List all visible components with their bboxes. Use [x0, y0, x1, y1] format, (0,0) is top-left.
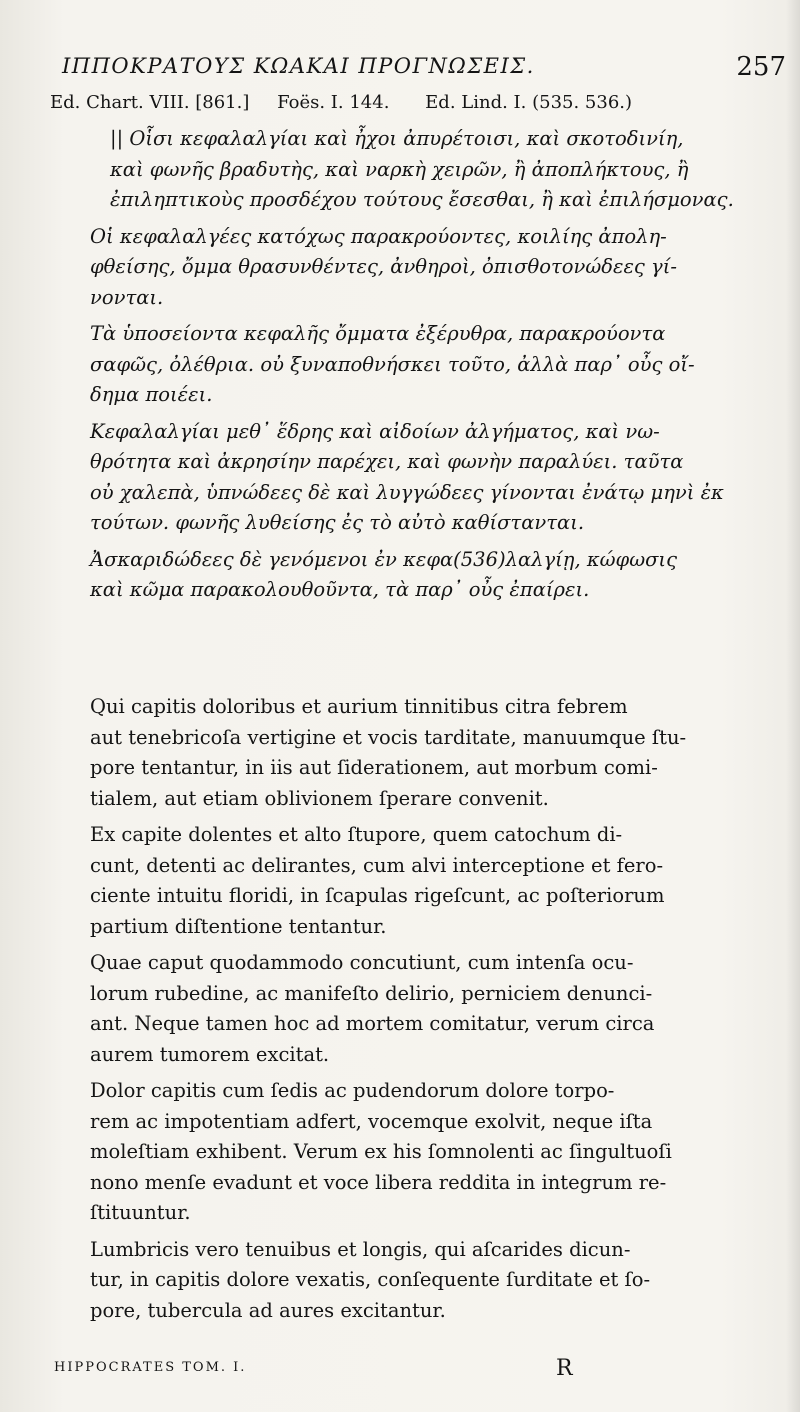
gathering-letter: R — [556, 1356, 573, 1381]
latin-line: Lumbricis vero tenuibus et longis, qui aſcarides dicun- — [90, 1237, 631, 1261]
running-head-title: ΙΠΠΟΚΡΑΤΟΥΣ ΚΩΑΚΑΙ ΠΡΟΓΝΩΣΕΙΣ. — [62, 54, 535, 78]
latin-line: tur, in capitis dolore vexatis, conſequente ſurditate et ſo- — [90, 1268, 651, 1291]
greek-paragraph — [50, 545, 740, 606]
latin-line: ſtituuntur. — [90, 1201, 191, 1224]
page-edge-shadow — [786, 0, 800, 1412]
ref-chartier: Ed. Chart. VIII. [861.] — [50, 92, 250, 113]
latin-line: moleſtiam exhibent. Verum ex his ſomnolenti ac ſingultuoſi — [90, 1140, 672, 1163]
ref-foes: Foës. I. 144. — [277, 92, 390, 113]
latin-line: cunt, detenti ac delirantes, cum alvi interceptione et fero- — [90, 853, 664, 877]
page-number: 257 — [736, 52, 786, 82]
latin-paragraph — [50, 692, 740, 814]
greek-line: ἐπιληπτικοὺς προσδέχου τούτους ἔσεσθαι, ἢ καὶ ἐπιλήσμονας. — [110, 188, 734, 211]
latin-line: ciente intuitu floridi, in ſcapulas rigeſcunt, ac poſteriorum — [90, 884, 665, 907]
greek-line: φθείσης, ὄμμα θρασυνθέντες, ἀνθηροὶ, ὀπισθοτονώδεες γί- — [90, 255, 677, 278]
latin-line: pore tentantur, in iis aut ſiderationem, aut morbum comi- — [90, 756, 658, 779]
greek-line: καὶ φωνῆς βραδυτὴς, καὶ ναρκὴ χειρῶν, ἢ ἀποπλήκτους, ἢ — [110, 157, 689, 181]
greek-line: Ἀσκαριδώδεες δὲ γενόμενοι ἐν κεφα(536)λαλγίῃ, κώφωσις — [90, 547, 677, 571]
greek-line: Τὰ ὑποσείοντα κεφαλῆς ὄμματα ἐξέρυθρα, παρακρούοντα — [90, 322, 666, 345]
greek-line: δημα ποιέει. — [90, 383, 213, 406]
greek-paragraph — [50, 417, 740, 539]
signature-mark: HIPPOCRATES TOM. I. — [54, 1360, 247, 1375]
ref-lind: Ed. Lind. I. (535. 536.) — [425, 92, 633, 113]
latin-line: pore, tubercula ad aures excitantur. — [90, 1298, 446, 1322]
latin-paragraph — [50, 948, 740, 1070]
latin-line: nono menſe evadunt et voce libera reddita in integrum re- — [90, 1170, 667, 1194]
latin-paragraph — [50, 1235, 740, 1327]
greek-line: Κεφαλαλγίαι μεθ᾽ ἕδρης καὶ αἰδοίων ἀλγήματος, καὶ νω- — [90, 419, 660, 443]
latin-line: lorum rubedine, ac manifeſto delirio, perniciem denunci- — [90, 981, 653, 1005]
latin-line: aut tenebricoſa vertigine et vocis tarditate, manuumque ſtu- — [90, 725, 687, 749]
latin-line: Qui capitis doloribus et aurium tinnitibus citra febrem — [90, 695, 628, 718]
greek-line: || Οἷσι κεφαλαλγίαι καὶ ἦχοι ἀπυρέτοισι, καὶ σκοτοδινίη, — [110, 127, 684, 150]
greek-line: οὐ χαλεπὰ, ὑπνώδεες δὲ καὶ λυγγώδεες γίνονται ἐνάτῳ μηνὶ ἐκ — [90, 480, 724, 504]
latin-line: Ex capite dolentes et alto ſtupore, quem catochum di- — [90, 823, 623, 846]
greek-line: θρότητα καὶ ἀκρησίην παρέχει, καὶ φωνὴν παραλύει. ταῦτα — [90, 450, 684, 473]
greek-line: καὶ κῶμα παρακολουθοῦντα, τὰ παρ᾽ οὖς ἐπαίρει. — [90, 578, 590, 601]
greek-line: Οἱ κεφαλαλγέες κατόχως παρακρούοντες, κοιλίης ἀπολη- — [90, 224, 667, 248]
latin-line: partium diſtentione tentantur. — [90, 914, 387, 938]
greek-line: τούτων. φωνῆς λυθείσης ἐς τὸ αὐτὸ καθίστανται. — [90, 511, 585, 534]
latin-line: tialem, aut etiam oblivionem ſperare convenit. — [90, 786, 549, 810]
latin-line: rem ac impotentiam adfert, vocemque exolvit, neque iſta — [90, 1109, 653, 1133]
latin-text-block — [50, 692, 740, 1332]
latin-line: Dolor capitis cum ſedis ac pudendorum dolore torpo- — [90, 1079, 615, 1102]
greek-paragraph — [50, 222, 740, 314]
edition-references — [50, 92, 770, 113]
latin-line: Quae caput quodammodo concutiunt, cum intenſa ocu- — [90, 951, 634, 974]
latin-line: aurem tumorem excitat. — [90, 1042, 330, 1066]
running-head — [62, 48, 786, 88]
greek-text-block — [50, 124, 740, 612]
greek-paragraph — [50, 319, 740, 411]
greek-paragraph — [50, 124, 740, 216]
latin-line: ant. Neque tamen hoc ad mortem comitatur, verum circa — [90, 1012, 655, 1035]
greek-line: νονται. — [90, 285, 164, 309]
latin-paragraph — [50, 1076, 740, 1229]
latin-paragraph — [50, 820, 740, 942]
greek-line: σαφῶς, ὀλέθρια. οὐ ξυναποθνήσκει τοῦτο, ἀλλὰ παρ᾽ οὖς οἴ- — [90, 352, 695, 376]
